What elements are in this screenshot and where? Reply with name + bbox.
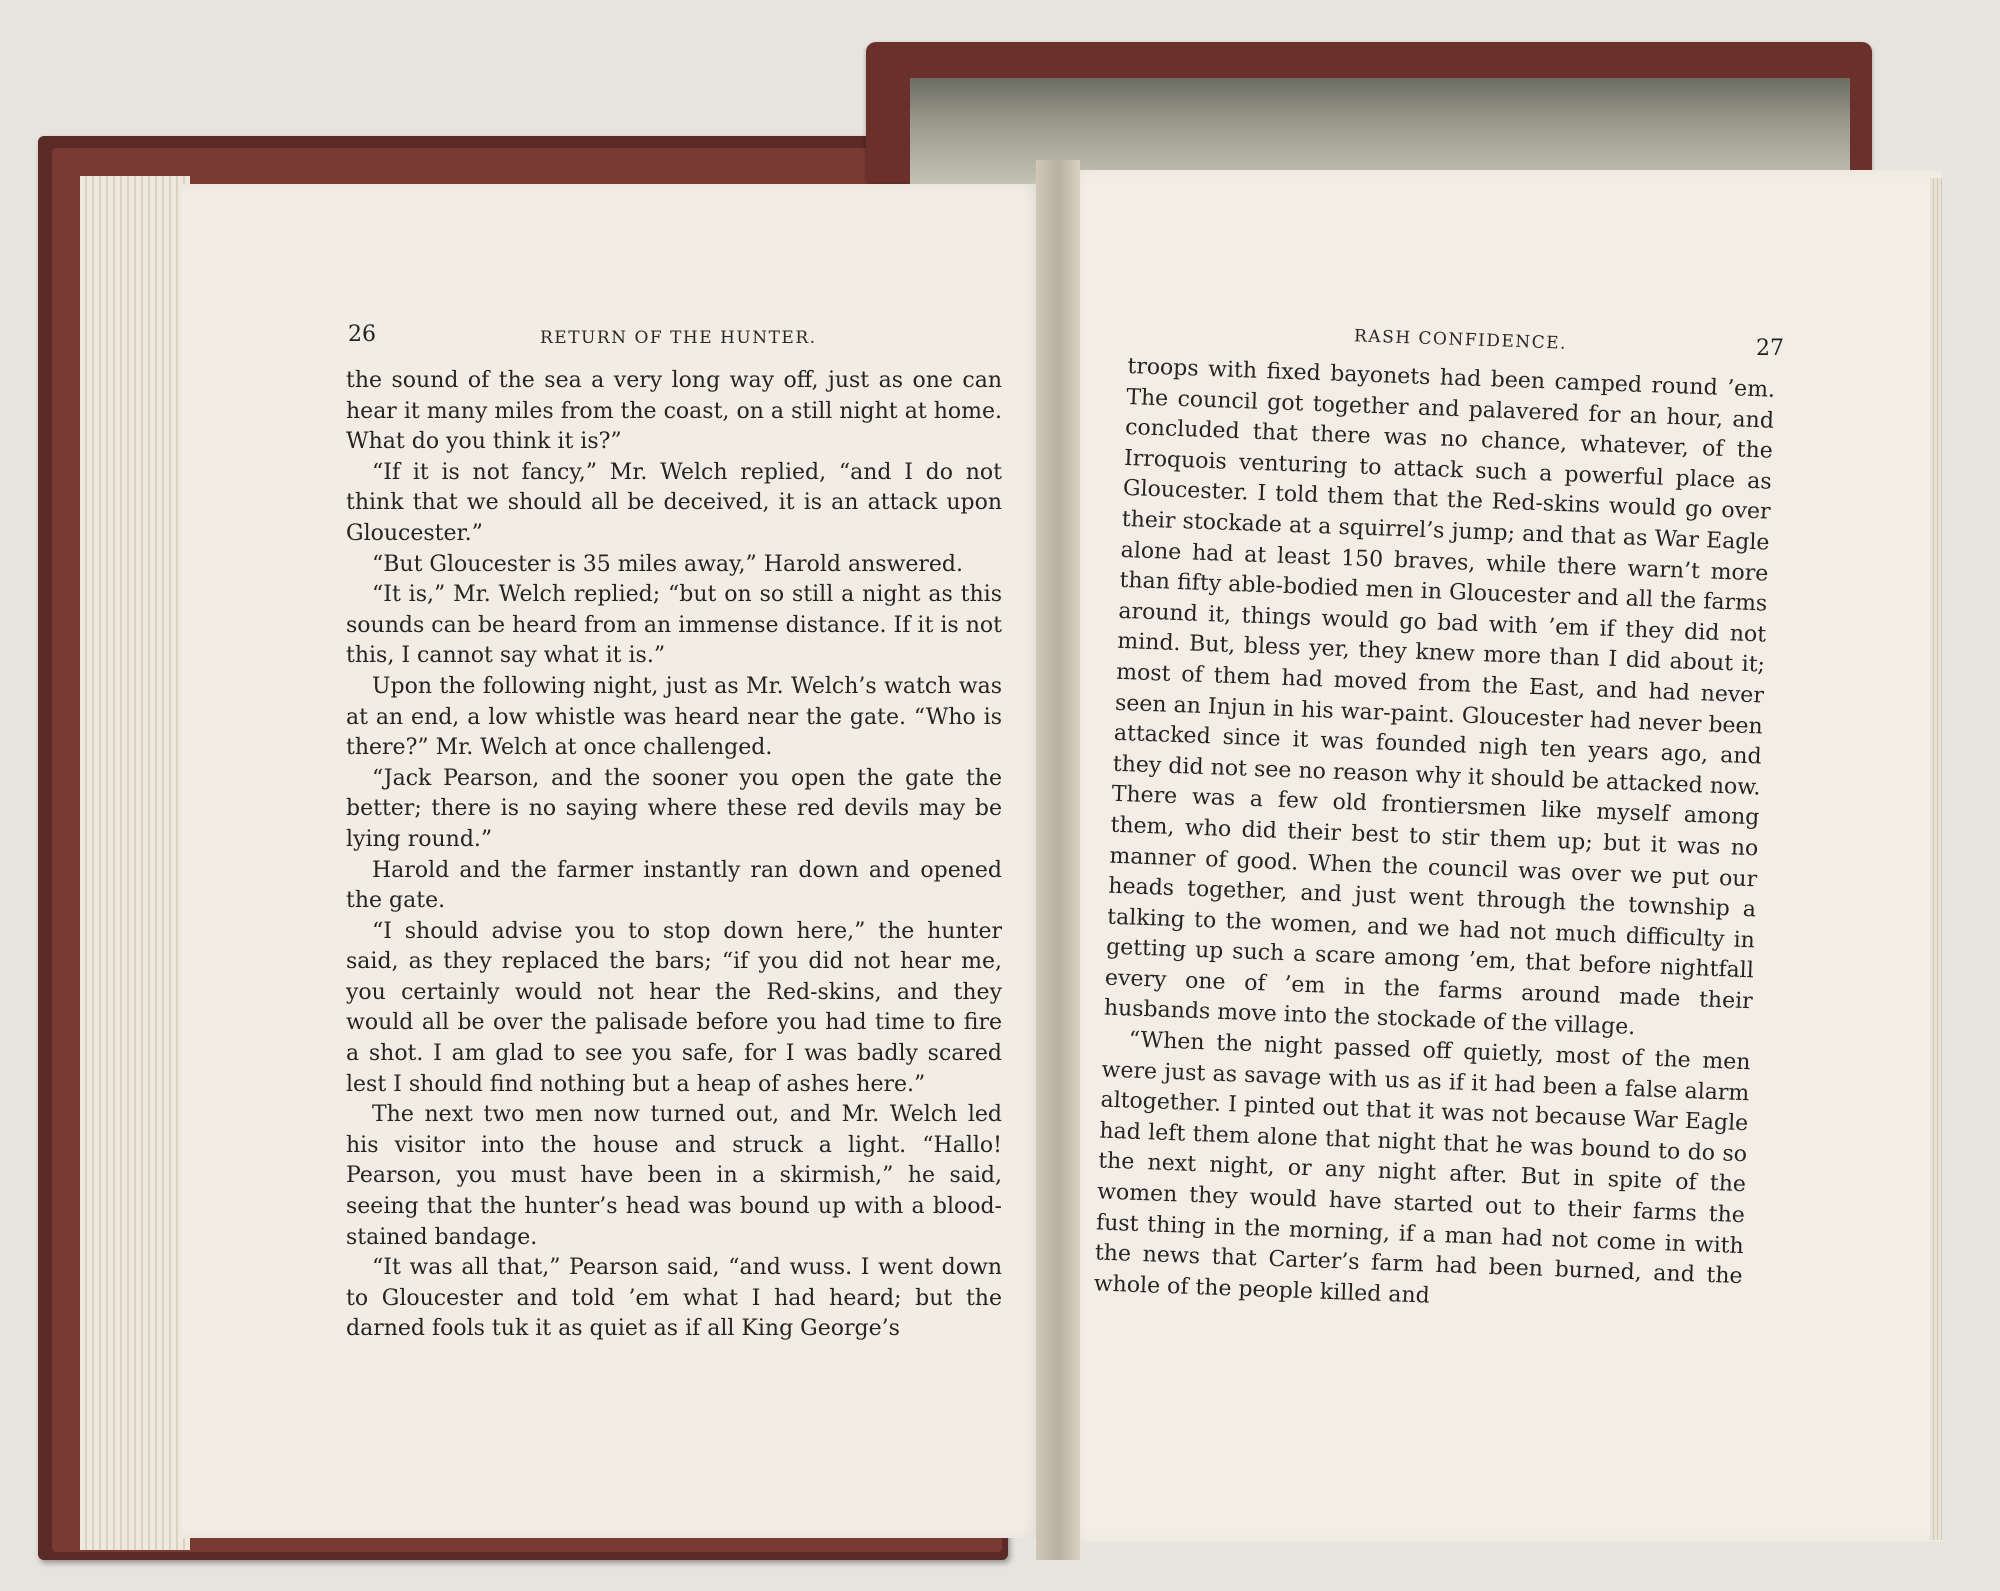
- paragraph: “It is,” Mr. Welch replied; “but on so still a night as this sounds can be heard from an immense distance. If it is not this, I cannot say what it is.”: [346, 582, 1002, 669]
- spine-gutter: [1036, 160, 1080, 1560]
- page-edges-left: [80, 176, 190, 1550]
- paragraph: “Jack Pearson, and the sooner you open the gate the better; there is no saying where these red devils may be lying round.”: [346, 765, 1002, 852]
- paragraph: Harold and the farmer instantly ran down and opened the gate.: [346, 857, 1002, 914]
- right-page-number: 27: [1756, 336, 1784, 361]
- paragraph: troops with fixed bayonets had been camped round ’em. The council got together and palavered for an hour, and concluded that there was no chance, whatever, of the Irroquois venturing to attack such a powerful place as Gloucester. I told them that the Red-skins would go over their stockade at a squirrel’s jump; and that as War Eagle alone had at least 150 braves, while there warn’t more than fifty able-bodied men in Gloucester and all the farms around it, things would go bad with ’em if they did not mind. But, bless yer, they knew more than I did about it; most of them had moved from the East, and had never seen an Injun in his war-paint. Gloucester had never been attacked since it was founded nigh ten years ago, and they did not see no reason why it should be attacked now. There was a few old frontiersmen like myself among them, who did their best to stir them up; but it was no manner of good. When the council was over we put our heads together, and just went through the township a talking to the women, and we had not much difficulty in getting up such a scare among ’em, that before nightfall every one of ’em in the farms around made their husbands move into the stockade of the village.: [1103, 353, 1776, 1041]
- left-running-head: RETURN OF THE HUNTER.: [540, 328, 817, 348]
- paragraph: “It was all that,” Pearson said, “and wuss. I went down to Gloucester and told ’em what I had heard; but the darned fools tuk it as quiet as if all King George’s: [346, 1255, 1002, 1342]
- paragraph: “I should advise you to stop down here,” the hunter said, as they replaced the bars; “if you did not hear me, you certainly would not hear the Red-skins, and they would all be over the palisade before you had time to fire a shot. I am glad to see you safe, for I was badly scared lest I should find nothing but a heap of ashes here.”: [346, 918, 1002, 1097]
- paragraph: the sound of the sea a very long way off, just as one can hear it many miles from the coast, on a still night at home. What do you think it is?”: [346, 368, 1002, 455]
- paragraph: “If it is not fancy,” Mr. Welch replied, “and I do not think that we should all be deceived, it is an attack upon Gloucester.”: [346, 459, 1002, 546]
- paragraph: Upon the following night, just as Mr. Welch’s watch was at an end, a low whistle was heard near the gate. “Who is there?” Mr. Welch at once challenged.: [346, 673, 1002, 761]
- right-running-head: RASH CONFIDENCE.: [1353, 326, 1568, 354]
- paragraph: The next two men now turned out, and Mr. Welch led his visitor into the house and struck a light. “Hallo! Pearson, you must have been in a skirmish,” he said, seeing that the hunter’s head was bound up with a blood-stained bandage.: [346, 1102, 1002, 1250]
- paragraph: “But Gloucester is 35 miles away,” Harold answered.: [372, 551, 964, 577]
- right-page-body: [1093, 352, 1775, 1324]
- page-edges-right: [1930, 178, 1942, 1540]
- left-page-number: 26: [348, 322, 376, 347]
- left-page-body: [346, 366, 1002, 1345]
- paragraph: “When the night passed off quietly, most of the men were just as savage with us as if it had been a false alarm altogether. I pinted out that it was not because War Eagle had left them alone that night that he was bound to do so the next night, or any night after. But in spite of the women they would have started out to their farms the fust thing in the morning, if a man had not come in with the news that Carter’s farm had been burned, and the whole of the people killed and: [1093, 1027, 1751, 1309]
